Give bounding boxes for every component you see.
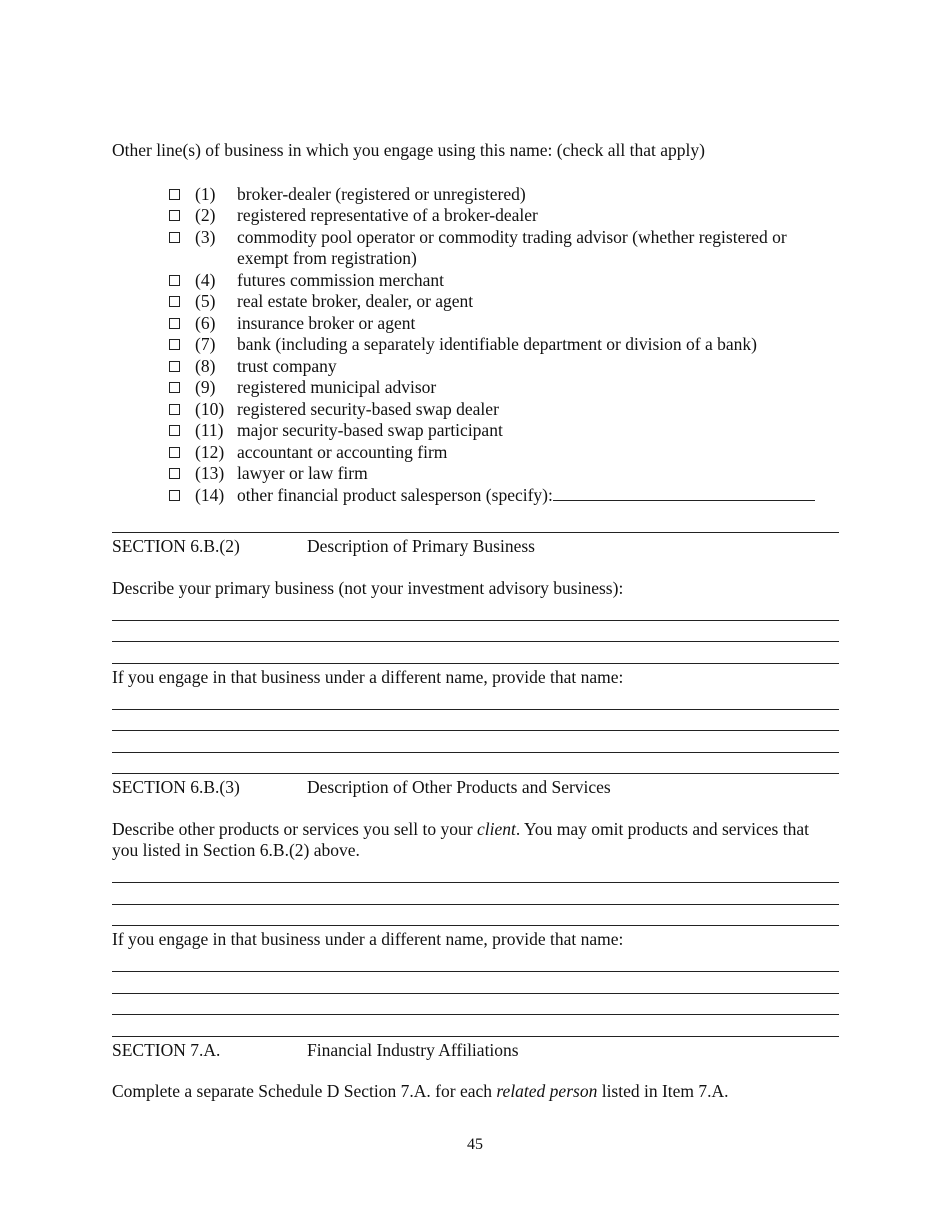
option-number: (11) (195, 420, 224, 440)
option-label: registered municipal advisor (237, 377, 437, 397)
section-code: SECTION 7.A. (112, 1039, 221, 1060)
option-label: real estate broker, dealer, or agent (237, 291, 474, 311)
instruction-text: Complete a separate Schedule D Section 7.A. for each (112, 1081, 497, 1101)
section-title: Description of Primary Business (307, 536, 535, 556)
option-label: broker-dealer (registered or unregistered) (237, 183, 526, 204)
option-label: registered security-based swap dealer (237, 398, 499, 419)
option-number: (9) (195, 377, 216, 397)
answer-line[interactable] (112, 621, 839, 643)
checkbox-municipal-advisor[interactable] (169, 382, 180, 393)
section-7a-header (112, 1040, 839, 1062)
option-label: lawyer or law firm (237, 463, 368, 483)
other-products-prompt (112, 819, 839, 862)
checklist-item (169, 463, 839, 485)
option-number: (6) (195, 312, 216, 333)
option-number: (13) (195, 463, 225, 483)
checklist-item (169, 442, 839, 464)
business-lines-checklist (169, 184, 839, 507)
answer-line[interactable] (112, 753, 839, 775)
answer-line[interactable] (112, 599, 839, 621)
answer-line[interactable] (112, 951, 839, 973)
answer-line[interactable] (112, 731, 839, 753)
option-label: trust company (237, 355, 337, 376)
option-number: (12) (195, 441, 225, 462)
checklist-item (169, 227, 839, 270)
primary-business-prompt: Describe your primary business (not your investment advisory business): (112, 577, 624, 598)
checklist-item (169, 205, 839, 227)
checkbox-real-estate[interactable] (169, 296, 180, 307)
alt-name-prompt: If you engage in that business under a different name, provide that name: (112, 929, 624, 949)
checkbox-swap-participant[interactable] (169, 425, 180, 436)
option-number: (7) (195, 334, 216, 354)
checklist-item (169, 291, 839, 313)
prompt-text: . You may omit products and services that you listed in Section 6.B.(2) above. (112, 818, 809, 860)
answer-line[interactable] (112, 994, 839, 1016)
answer-line[interactable] (112, 710, 839, 732)
checkbox-accountant[interactable] (169, 447, 180, 458)
checklist-item (169, 399, 839, 421)
option-number: (3) (195, 226, 216, 247)
specify-field[interactable] (553, 485, 815, 501)
defined-term: related person (496, 1081, 598, 1101)
answer-line[interactable] (112, 642, 839, 664)
checkbox-lawyer[interactable] (169, 468, 180, 479)
business-lines-intro: Other line(s) of business in which you engage using this name: (check all that apply) (112, 140, 705, 160)
section-code: SECTION 6.B.(2) (112, 536, 240, 556)
option-number: (5) (195, 291, 216, 311)
checkbox-swap-dealer[interactable] (169, 404, 180, 415)
form-page (112, 140, 839, 1103)
page-number: 45 (467, 1136, 483, 1153)
checklist-item (169, 270, 839, 292)
option-number: (1) (195, 183, 216, 204)
option-number: (4) (195, 269, 216, 290)
alt-name-prompt: If you engage in that business under a different name, provide that name: (112, 666, 624, 687)
checkbox-broker-dealer[interactable] (169, 189, 180, 200)
section-code: SECTION 6.B.(3) (112, 777, 240, 797)
affiliations-instruction (112, 1081, 839, 1103)
option-label: futures commission merchant (237, 269, 445, 290)
checklist-item (169, 184, 839, 206)
option-label: registered representative of a broker-dealer (237, 205, 538, 225)
checklist-item (169, 313, 839, 335)
answer-line[interactable] (112, 905, 839, 927)
checkbox-registered-representative[interactable] (169, 210, 180, 221)
checkbox-insurance[interactable] (169, 318, 180, 329)
answer-line[interactable] (112, 862, 839, 884)
checklist-item (169, 377, 839, 399)
option-number: (14) (195, 484, 225, 505)
instruction-text: listed in Item 7.A. (597, 1081, 729, 1101)
checkbox-futures-commission-merchant[interactable] (169, 275, 180, 286)
section-6b2-header (112, 536, 839, 558)
prompt-text: Describe other products or services you sell to your (112, 818, 477, 839)
answer-line[interactable] (112, 1015, 839, 1037)
answer-line[interactable] (112, 688, 839, 710)
option-label: bank (including a separately identifiable department or division of a bank) (237, 334, 757, 354)
option-number: (8) (195, 355, 216, 376)
checkbox-other-salesperson[interactable] (169, 490, 180, 501)
checklist-item (169, 356, 839, 378)
checkbox-trust-company[interactable] (169, 361, 180, 372)
checkbox-commodity-pool-operator[interactable] (169, 232, 180, 243)
section-title: Financial Industry Affiliations (307, 1039, 519, 1060)
checklist-item (169, 420, 839, 442)
option-label: other financial product salesperson (specify): (237, 484, 553, 505)
checklist-item (169, 485, 839, 507)
checkbox-bank[interactable] (169, 339, 180, 350)
defined-term: client (476, 818, 516, 839)
option-label: accountant or accounting firm (237, 441, 448, 462)
answer-line[interactable] (112, 972, 839, 994)
option-number: (10) (195, 398, 225, 419)
option-label-with-specify (237, 485, 839, 507)
checklist-item (169, 334, 839, 356)
divider-line (112, 506, 839, 533)
option-label: commodity pool operator or commodity trading advisor (whether registered or exempt from registration) (237, 226, 787, 268)
answer-line[interactable] (112, 883, 839, 905)
section-6b3-header (112, 777, 839, 799)
option-label: major security-based swap participant (237, 420, 503, 440)
option-label: insurance broker or agent (237, 312, 416, 333)
option-number: (2) (195, 205, 216, 225)
section-title: Description of Other Products and Services (307, 777, 611, 797)
